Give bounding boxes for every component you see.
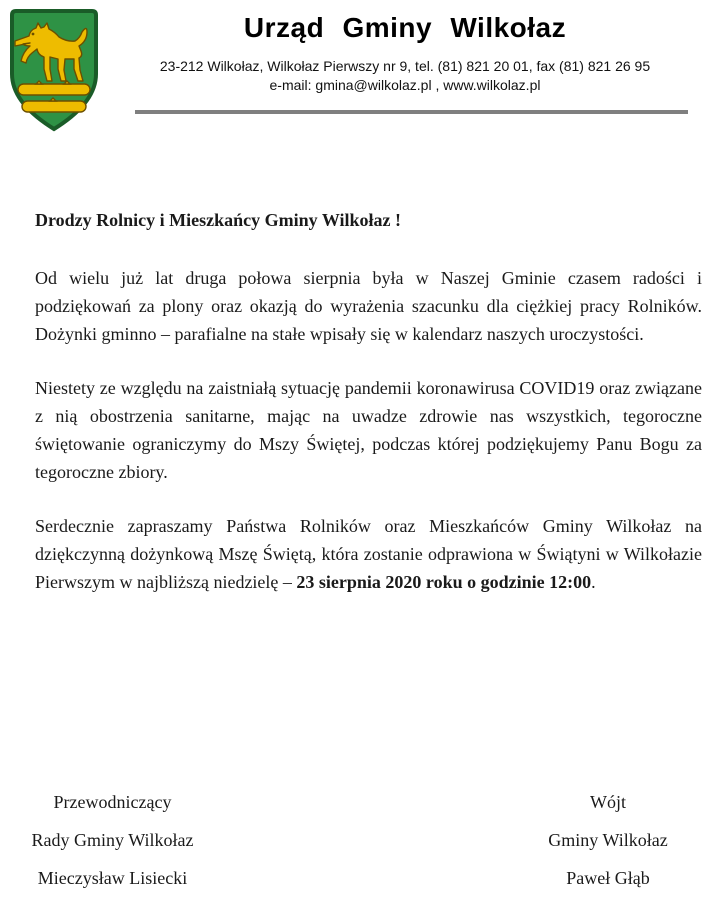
org-email-web-line: e-mail: gmina@wilkolaz.pl , www.wilkolaz.pl [269, 77, 541, 93]
paragraph-invitation [35, 512, 702, 596]
invitation-text: Serdecznie zapraszamy Państwa Rolników oraz Mieszkańców Gminy Wilkołaz na dziękczynną dożynkową Mszę Świętą, która zostanie odprawiona w Świątyni w Wilkołazie Pierwszym w najbliższą niedzielę – [35, 516, 702, 592]
coat-of-arms [8, 8, 100, 134]
org-address-line: 23-212 Wilkołaz, Wilkołaz Pierwszy nr 9, tel. (81) 821 20 01, fax (81) 821 26 95 [159, 58, 651, 74]
mayor-role-line1: Wójt [590, 792, 626, 812]
org-contact-block [105, 57, 705, 95]
mayor-name: Paweł Głąb [566, 868, 650, 888]
invitation-text-end: . [591, 572, 596, 592]
signature-chairman [20, 783, 205, 897]
salutation: Drodzy Rolnicy i Mieszkańcy Gminy Wilkołaz ! [35, 210, 402, 230]
letterhead-text [105, 12, 705, 95]
event-datetime: 23 sierpnia 2020 roku o godzinie 12:00 [296, 572, 592, 592]
chairman-role-line1: Przewodniczący [53, 792, 172, 812]
wilkolaz-crest-icon [8, 8, 100, 134]
wolf-eye [32, 33, 35, 36]
signature-section [0, 783, 718, 905]
mayor-role-line2: Gminy Wilkołaz [548, 830, 668, 850]
header-divider [135, 110, 688, 114]
chairman-name: Mieczysław Lisiecki [37, 868, 188, 888]
org-name: Urząd Gminy Wilkołaz [243, 12, 567, 43]
letter-body [35, 206, 702, 622]
paragraph-covid-restrictions: Niestety ze względu na zaistniałą sytuację pandemii koronawirusa COVID19 oraz związane z nią obostrzenia sanitarne, mając na uwadze zdrowie nas wszystkich, tegoroczne świętowanie ograniczymy do Mszy Świętej, podczas której podziękujemy Panu Bogu za tegoroczne zbiory. [35, 378, 702, 482]
signature-mayor [515, 783, 701, 897]
paragraph-harvest-tradition: Od wielu już lat druga połowa sierpnia była w Naszej Gminie czasem radości i podziękowań za plony oraz okazją do wyrażenia szacunku dla ciężkiej pracy Rolników. Dożynki gminno – parafialne na stałe wpisały się w kalendarz naszych uroczystości. [35, 268, 702, 344]
chairman-role-line2: Rady Gminy Wilkołaz [31, 830, 194, 850]
